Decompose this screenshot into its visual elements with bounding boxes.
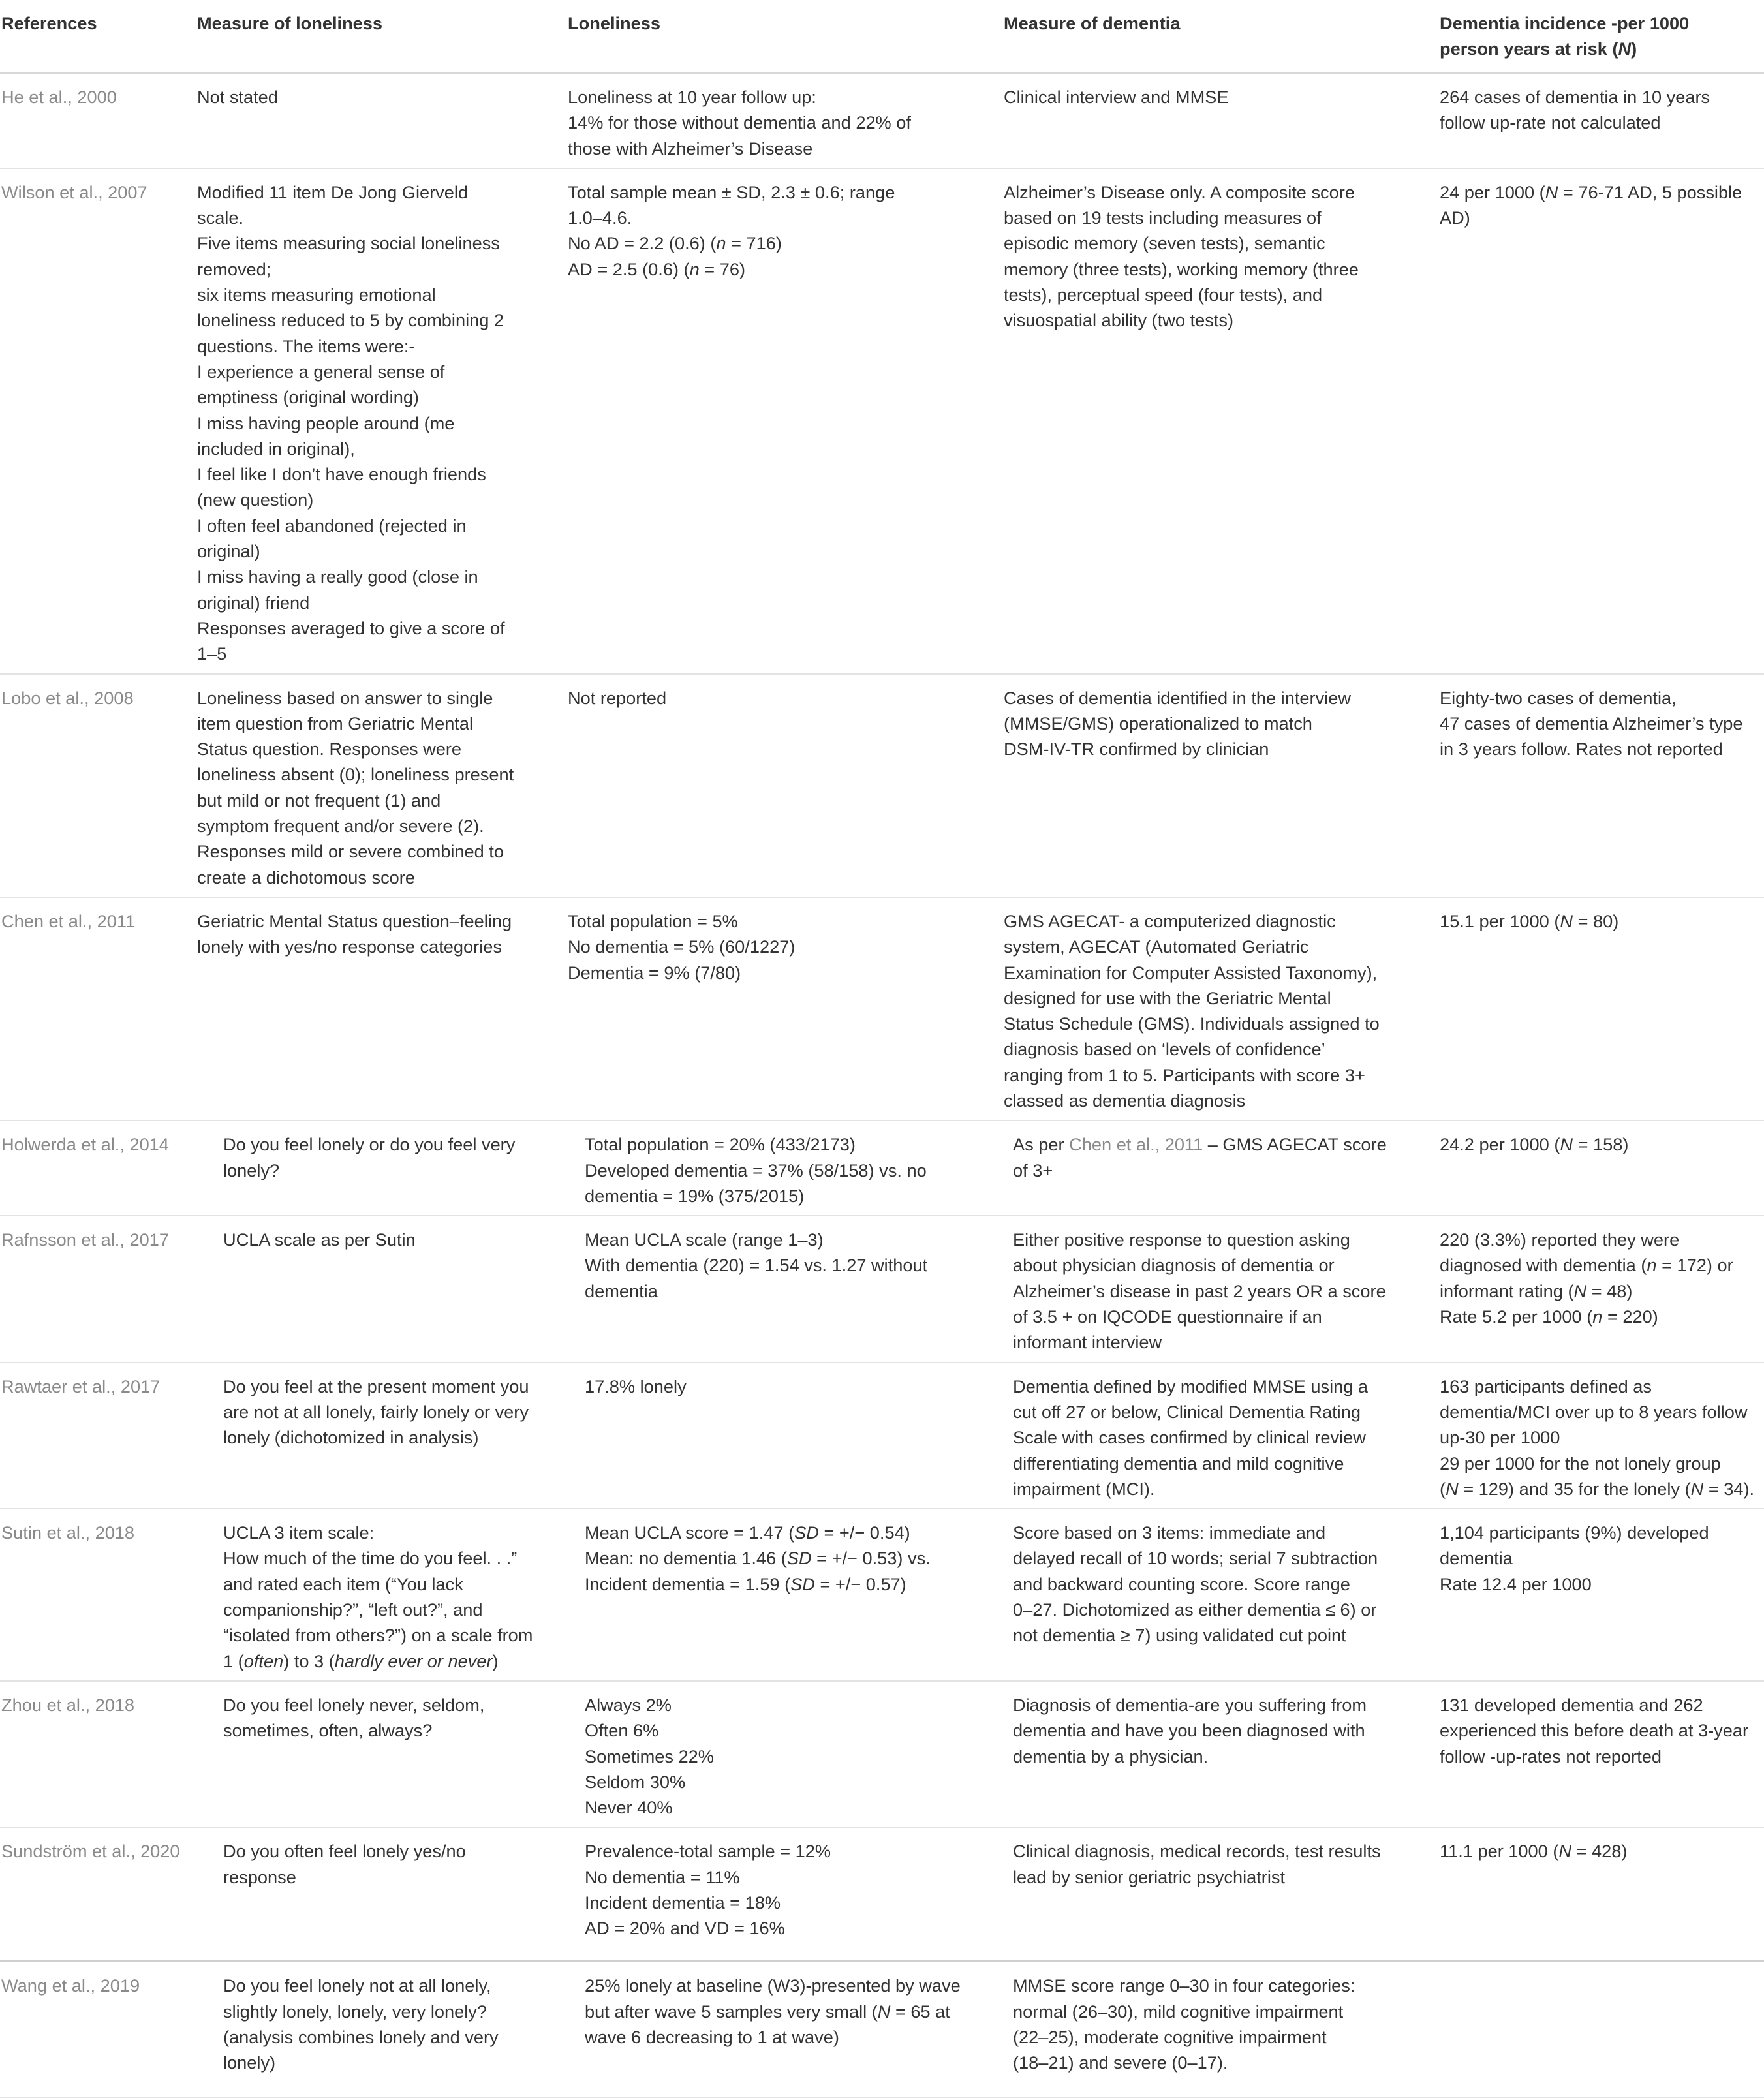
cell-measure-of-loneliness: [197, 1681, 568, 1827]
cell-reference[interactable]: Sundström et al., 2020: [0, 1827, 197, 1962]
cell-loneliness: [568, 897, 1004, 1120]
cell-line: 163 participants defined as: [1440, 1376, 1652, 1396]
cell-line: GMS AGECAT- a computerized diagnostic: [1004, 910, 1336, 931]
cell-line: Diagnosis of dementia-are you suffering from: [1013, 1694, 1367, 1715]
cell-line: follow -up-rates not reported: [1440, 1746, 1662, 1766]
cell-line: and rated each item (“You lack: [223, 1573, 463, 1594]
cell-line: Often 6%: [585, 1720, 659, 1741]
cell-line: Clinical interview and MMSE: [1004, 87, 1229, 107]
cell-line: Mean: no dementia 1.46 (SD = +/− 0.53) vs.: [585, 1548, 931, 1569]
cell-line: Modified 11 item De Jong Gierveld: [197, 181, 469, 202]
cell-line: memory (three tests), working memory (three: [1004, 258, 1359, 279]
cell-line: Clinical diagnosis, medical records, test results: [1013, 1841, 1381, 1862]
cell-line: informant rating (N = 48): [1440, 1280, 1633, 1301]
cell-reference[interactable]: Rafnsson et al., 2017: [0, 1216, 197, 1362]
cell-line: tests), perceptual speed (four tests), and: [1004, 285, 1323, 305]
cell-line: 24.2 per 1000 (N = 158): [1440, 1134, 1629, 1155]
cell-line: 220 (3.3%) reported they were: [1440, 1229, 1680, 1250]
cell-line: (new question): [197, 489, 314, 510]
cell-dementia-incidence: [1440, 1827, 1764, 1962]
cell-line: Responses mild or severe combined to: [197, 841, 504, 862]
cell-line: ranging from 1 to 5. Participants with score 3+: [1004, 1064, 1365, 1085]
header-measure-of-dementia: Measure of dementia: [1004, 0, 1440, 73]
cell-line: Alzheimer’s disease in past 2 years OR a score: [1013, 1280, 1386, 1301]
cell-line: of 3.5 + on IQCODE questionnaire if an: [1013, 1306, 1322, 1327]
cell-line: I often feel abandoned (rejected in: [197, 515, 467, 536]
cell-line: Total sample mean ± SD, 2.3 ± 0.6; range: [568, 181, 895, 202]
cell-dementia-incidence: [1440, 1962, 1764, 2097]
cell-loneliness: [568, 1216, 1004, 1362]
cell-reference[interactable]: Wang et al., 2019: [0, 1962, 197, 2097]
cell-line: questions. The items were:-: [197, 335, 415, 356]
cell-line: delayed recall of 10 words; serial 7 subtraction: [1013, 1548, 1378, 1569]
cell-line: impairment (MCI).: [1013, 1478, 1155, 1499]
cell-line: 1.0–4.6.: [568, 208, 632, 228]
cell-loneliness: [568, 1120, 1004, 1216]
cell-loneliness: [568, 1962, 1004, 2097]
cell-line: those with Alzheimer’s Disease: [568, 138, 813, 159]
cell-line: With dementia (220) = 1.54 vs. 1.27 without: [585, 1255, 928, 1276]
cell-line: lonely): [223, 2052, 276, 2073]
cell-line: Loneliness based on answer to single: [197, 687, 493, 708]
cell-line: 17.8% lonely: [585, 1376, 687, 1396]
cell-line: UCLA scale as per Sutin: [223, 1229, 416, 1250]
cell-line: lonely?: [223, 1160, 280, 1180]
cell-line: (N = 129) and 35 for the lonely (N = 34).: [1440, 1478, 1755, 1499]
header-loneliness: Loneliness: [568, 0, 1004, 73]
table-row: [0, 1216, 1764, 1362]
cell-line: 264 cases of dementia in 10 years: [1440, 87, 1710, 107]
cell-measure-of-dementia: [1004, 674, 1440, 897]
cell-line: diagnosis based on ‘levels of confidence’: [1004, 1039, 1325, 1060]
cell-line: six items measuring emotional: [197, 285, 436, 305]
cell-line: included in original),: [197, 438, 355, 459]
cell-reference[interactable]: Holwerda et al., 2014: [0, 1120, 197, 1216]
cell-line: loneliness absent (0); loneliness present: [197, 764, 514, 785]
cell-line: Loneliness at 10 year follow up:: [568, 87, 816, 107]
cell-loneliness: [568, 1827, 1004, 1962]
cell-line: AD = 2.5 (0.6) (n = 76): [568, 258, 746, 279]
table-body: [0, 73, 1764, 2097]
table-row: [0, 1962, 1764, 2097]
cell-measure-of-loneliness: [197, 73, 568, 168]
cell-loneliness: [568, 1509, 1004, 1681]
cell-line: Never 40%: [585, 1797, 673, 1818]
cell-line: “isolated from others?”) on a scale from: [223, 1625, 533, 1646]
cell-line: I miss having a really good (close in: [197, 566, 478, 587]
cell-line: dementia/MCI over up to 8 years follow: [1440, 1401, 1748, 1422]
cell-line: wave 6 decreasing to 1 at wave): [585, 2027, 839, 2047]
cell-measure-of-loneliness: [197, 1509, 568, 1681]
cell-line: 14% for those without dementia and 22% of: [568, 112, 911, 133]
cell-line: Cases of dementia identified in the interview: [1004, 687, 1351, 708]
cell-line: 0–27. Dichotomized as either dementia ≤ 6) or: [1013, 1599, 1377, 1620]
cell-line: Incident dementia = 1.59 (SD = +/− 0.57): [585, 1573, 906, 1594]
cell-line: As per Chen et al., 2011 – GMS AGECAT score: [1013, 1134, 1387, 1155]
cell-line: but mild or not frequent (1) and: [197, 790, 441, 810]
cell-reference[interactable]: Rawtaer et al., 2017: [0, 1363, 197, 1509]
cell-line: differentiating dementia and mild cognitive: [1013, 1453, 1344, 1473]
cell-line: Dementia defined by modified MMSE using a: [1013, 1376, 1369, 1396]
cell-line: diagnosed with dementia (n = 172) or: [1440, 1255, 1733, 1276]
cell-line: Do you feel lonely never, seldom,: [223, 1694, 485, 1715]
cell-dementia-incidence: [1440, 1120, 1764, 1216]
cell-dementia-incidence: [1440, 674, 1764, 897]
cell-line: experienced this before death at 3-year: [1440, 1720, 1749, 1741]
table-row: [0, 1363, 1764, 1509]
cell-line: No dementia = 11%: [585, 1866, 740, 1887]
cell-line: MMSE score range 0–30 in four categories:: [1013, 1975, 1355, 1996]
cell-line: UCLA 3 item scale:: [223, 1522, 375, 1543]
cell-line: dementia by a physician.: [1013, 1746, 1209, 1766]
cell-line: Examination for Computer Assisted Taxonomy),: [1004, 962, 1378, 983]
cell-measure-of-loneliness: [197, 1962, 568, 2097]
cell-line: Incident dementia = 18%: [585, 1892, 781, 1913]
cell-line: original): [197, 541, 260, 562]
cell-dementia-incidence: [1440, 1681, 1764, 1827]
cell-line: 131 developed dementia and 262: [1440, 1694, 1703, 1715]
cell-loneliness: [568, 1363, 1004, 1509]
cell-dementia-incidence: [1440, 73, 1764, 168]
header-references: References: [0, 0, 197, 73]
cell-measure-of-dementia: [1004, 1827, 1440, 1962]
cell-dementia-incidence: [1440, 1216, 1764, 1362]
cell-line: 47 cases of dementia Alzheimer’s type: [1440, 713, 1743, 733]
cell-line: Five items measuring social loneliness: [197, 233, 500, 254]
cell-measure-of-loneliness: [197, 674, 568, 897]
table-row: [0, 1827, 1764, 1962]
cell-measure-of-loneliness: [197, 168, 568, 674]
cell-line: Do you feel lonely not at all lonely,: [223, 1975, 491, 1996]
cell-loneliness: [568, 1681, 1004, 1827]
cell-line: item question from Geriatric Mental: [197, 713, 474, 733]
cell-line: system, AGECAT (Automated Geriatric: [1004, 936, 1309, 957]
table-row: [0, 897, 1764, 1120]
header-row: [0, 0, 1764, 73]
cell-line: companionship?”, “left out?”, and: [223, 1599, 483, 1620]
cell-measure-of-dementia: [1004, 1216, 1440, 1362]
cell-line: Seldom 30%: [585, 1771, 686, 1792]
cell-line: How much of the time do you feel. . .”: [223, 1548, 518, 1569]
cell-line: I experience a general sense of: [197, 361, 445, 382]
table-row: [0, 168, 1764, 674]
cell-line: Dementia = 9% (7/80): [568, 962, 741, 983]
cell-line: and backward counting score. Score range: [1013, 1573, 1350, 1594]
cell-line: Alzheimer’s Disease only. A composite score: [1004, 181, 1355, 202]
cell-line: lead by senior geriatric psychiatrist: [1013, 1866, 1286, 1887]
cell-measure-of-loneliness: [197, 1363, 568, 1509]
table-row: [0, 1681, 1764, 1827]
cell-line: are not at all lonely, fairly lonely or very: [223, 1401, 529, 1422]
cell-line: informant interview: [1013, 1332, 1162, 1353]
cell-line: in 3 years follow. Rates not reported: [1440, 739, 1723, 760]
cell-line: Rate 12.4 per 1000: [1440, 1573, 1592, 1594]
cell-measure-of-loneliness: [197, 1216, 568, 1362]
cell-line: dementia: [585, 1280, 658, 1301]
cell-line: scale.: [197, 208, 244, 228]
cell-measure-of-dementia: [1004, 1120, 1440, 1216]
cell-line: Eighty-two cases of dementia,: [1440, 687, 1677, 708]
cell-line: 1–5: [197, 643, 227, 664]
cell-line: I miss having people around (me: [197, 412, 455, 433]
cell-line: episodic memory (seven tests), semantic: [1004, 233, 1325, 254]
cell-line: Do you feel at the present moment you: [223, 1376, 529, 1396]
cell-line: 25% lonely at baseline (W3)-presented by wave: [585, 1975, 961, 1996]
cell-line: 11.1 per 1000 (N = 428): [1440, 1841, 1628, 1862]
cell-line: follow up-rate not calculated: [1440, 112, 1661, 133]
cell-measure-of-loneliness: [197, 1120, 568, 1216]
cell-line: classed as dementia diagnosis: [1004, 1090, 1246, 1111]
cell-line: Score based on 3 items: immediate and: [1013, 1522, 1326, 1543]
cell-reference[interactable]: He et al., 2000: [0, 73, 197, 168]
header-dementia-incidence: [1440, 0, 1764, 73]
cell-line: based on 19 tests including measures of: [1004, 208, 1322, 228]
cell-reference[interactable]: Lobo et al., 2008: [0, 674, 197, 897]
header-dementia-incidence-line: person years at risk (N): [1440, 39, 1637, 59]
cell-line: slightly lonely, lonely, very lonely?: [223, 2001, 487, 2022]
cell-measure-of-dementia: [1004, 1681, 1440, 1827]
cell-reference[interactable]: Chen et al., 2011: [0, 897, 197, 1120]
cell-line: normal (26–30), mild cognitive impairment: [1013, 2001, 1344, 2022]
cell-measure-of-loneliness: [197, 897, 568, 1120]
cell-line: Geriatric Mental Status question–feeling: [197, 910, 512, 931]
table-row: [0, 1509, 1764, 1681]
cell-line: designed for use with the Geriatric Mental: [1004, 987, 1331, 1008]
cell-line: Do you feel lonely or do you feel very: [223, 1134, 516, 1155]
cell-loneliness: [568, 674, 1004, 897]
cell-line: dementia and have you been diagnosed with: [1013, 1720, 1365, 1741]
cell-line: 1,104 participants (9%) developed: [1440, 1522, 1709, 1543]
table-bottom-rule: [0, 1960, 1764, 1962]
cell-line: Rate 5.2 per 1000 (n = 220): [1440, 1306, 1658, 1327]
cell-dementia-incidence: [1440, 897, 1764, 1120]
cell-line: cut off 27 or below, Clinical Dementia Rating: [1013, 1401, 1361, 1422]
cell-line: of 3+: [1013, 1160, 1053, 1180]
cell-line: visuospatial ability (two tests): [1004, 310, 1234, 331]
cell-line: Status Schedule (GMS). Individuals assigned to: [1004, 1013, 1380, 1034]
cell-line: AD): [1440, 208, 1470, 228]
cell-line: sometimes, often, always?: [223, 1720, 433, 1741]
cell-line: emptiness (original wording): [197, 387, 419, 408]
cell-line: Mean UCLA score = 1.47 (SD = +/− 0.54): [585, 1522, 910, 1543]
cell-line: Always 2%: [585, 1694, 672, 1715]
cell-loneliness: [568, 168, 1004, 674]
cell-line: dementia: [1440, 1548, 1513, 1569]
cell-line: Not reported: [568, 687, 667, 708]
cell-line: symptom frequent and/or severe (2).: [197, 816, 484, 837]
cell-line: Not stated: [197, 87, 278, 107]
cell-line: not dementia ≥ 7) using validated cut point: [1013, 1625, 1346, 1646]
cell-measure-of-dementia: [1004, 73, 1440, 168]
cell-line: Total population = 20% (433/2173): [585, 1134, 856, 1155]
cell-line: Developed dementia = 37% (58/158) vs. no: [585, 1160, 927, 1180]
cell-line: loneliness reduced to 5 by combining 2: [197, 310, 504, 331]
cell-line: response: [223, 1866, 296, 1887]
cell-line: 24 per 1000 (N = 76-71 AD, 5 possible: [1440, 181, 1742, 202]
cell-line: Either positive response to question asking: [1013, 1229, 1350, 1250]
cell-measure-of-loneliness: [197, 1827, 568, 1962]
cell-line: No dementia = 5% (60/1227): [568, 936, 796, 957]
cell-line: Scale with cases confirmed by clinical review: [1013, 1427, 1366, 1448]
header-dementia-incidence-line: Dementia incidence -per 1000: [1440, 13, 1690, 33]
cell-line: (18–21) and severe (0–17).: [1013, 2052, 1228, 2073]
cell-measure-of-dementia: [1004, 897, 1440, 1120]
cell-line: Sometimes 22%: [585, 1746, 714, 1766]
cell-line: removed;: [197, 258, 271, 279]
cell-loneliness: [568, 73, 1004, 168]
cell-line: Responses averaged to give a score of: [197, 617, 505, 638]
cell-line: Status question. Responses were: [197, 739, 462, 760]
cell-line: I feel like I don’t have enough friends: [197, 464, 486, 485]
cell-line: up-30 per 1000: [1440, 1427, 1560, 1448]
cell-measure-of-dementia: [1004, 1509, 1440, 1681]
table-row: [0, 1120, 1764, 1216]
cell-dementia-incidence: [1440, 168, 1764, 674]
cell-line: (22–25), moderate cognitive impairment: [1013, 2027, 1327, 2047]
cell-reference[interactable]: Sutin et al., 2018: [0, 1509, 197, 1681]
cell-line: DSM-IV-TR confirmed by clinician: [1004, 739, 1269, 760]
cell-line: but after wave 5 samples very small (N = 65 at: [585, 2001, 950, 2022]
cell-line: AD = 20% and VD = 16%: [585, 1918, 785, 1939]
cell-line: about physician diagnosis of dementia or: [1013, 1255, 1335, 1276]
cell-measure-of-dementia: [1004, 168, 1440, 674]
reference-link[interactable]: Chen et al., 2011: [1069, 1134, 1203, 1155]
cell-line: 1 (often) to 3 (hardly ever or never): [223, 1650, 499, 1671]
cell-line: (analysis combines lonely and very: [223, 2027, 499, 2047]
cell-line: No AD = 2.2 (0.6) (n = 716): [568, 233, 782, 254]
cell-line: lonely with yes/no response categories: [197, 936, 502, 957]
table-row: [0, 73, 1764, 168]
cell-line: original) friend: [197, 592, 310, 613]
cell-reference[interactable]: Zhou et al., 2018: [0, 1681, 197, 1827]
cell-line: 15.1 per 1000 (N = 80): [1440, 910, 1619, 931]
cell-line: create a dichotomous score: [197, 867, 415, 887]
cell-line: 29 per 1000 for the not lonely group: [1440, 1453, 1721, 1473]
cell-measure-of-dementia: [1004, 1363, 1440, 1509]
cell-dementia-incidence: [1440, 1363, 1764, 1509]
cell-line: Prevalence-total sample = 12%: [585, 1841, 831, 1862]
cell-line: Mean UCLA scale (range 1–3): [585, 1229, 824, 1250]
cell-line: Total population = 5%: [568, 910, 738, 931]
cell-dementia-incidence: [1440, 1509, 1764, 1681]
cell-line: lonely (dichotomized in analysis): [223, 1427, 479, 1448]
cell-reference[interactable]: Wilson et al., 2007: [0, 168, 197, 674]
cell-line: dementia = 19% (375/2015): [585, 1185, 805, 1206]
cell-line: (MMSE/GMS) operationalized to match: [1004, 713, 1312, 733]
table-row: [0, 674, 1764, 897]
cell-measure-of-dementia: [1004, 1962, 1440, 2097]
header-measure-of-loneliness: Measure of loneliness: [197, 0, 568, 73]
cell-line: Do you often feel lonely yes/no: [223, 1841, 466, 1862]
